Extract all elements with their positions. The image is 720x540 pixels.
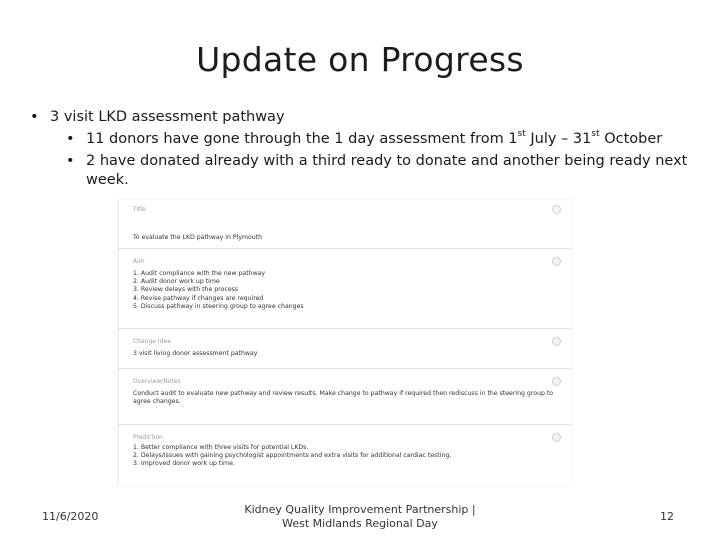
bullet-dot: • bbox=[66, 153, 75, 169]
sub-bullet-text: 11 donors have gone through the 1 day assessment from 1st July – 31st October bbox=[86, 129, 663, 147]
sub-bullet-item bbox=[30, 130, 700, 149]
edit-icon[interactable] bbox=[552, 377, 561, 386]
bullet-text: 3 visit LKD assessment pathway bbox=[50, 109, 285, 125]
form-section-prediction bbox=[119, 428, 571, 485]
footer-text: Kidney Quality Improvement Partnership | West Midlands Regional Day bbox=[244, 503, 476, 530]
title-value: To evaluate the LKD pathway in Plymouth bbox=[133, 234, 263, 241]
field-label: Change Idea bbox=[133, 338, 171, 345]
bullet-item bbox=[30, 108, 700, 127]
prediction-item: 3. Improved donor work up time. bbox=[133, 460, 235, 468]
aim-item: 4. Revise pathway if changes are required bbox=[133, 294, 264, 302]
edit-icon[interactable] bbox=[552, 257, 561, 266]
form-section-change-idea bbox=[119, 332, 571, 369]
aim-item: 1. Audit compliance with the new pathway bbox=[133, 270, 266, 277]
project-form-screenshot bbox=[118, 200, 571, 485]
prediction-item: 1. Better compliance with three visits for potential LKDs. bbox=[133, 444, 309, 451]
bullet-dot: • bbox=[30, 109, 39, 125]
prediction-item: 2. Delays/issues with gaining psychologist appointments and extra visits for additional cardiac testing. bbox=[133, 452, 452, 460]
aim-item: 2. Audit donor work up time bbox=[133, 278, 220, 286]
page-number: 12 bbox=[660, 510, 674, 523]
field-label: Title bbox=[133, 206, 146, 213]
sub-bullet-item bbox=[30, 152, 700, 190]
sub-bullet-text: 2 have donated already with a third ready to donate and another being ready next week. bbox=[86, 153, 688, 188]
field-label: Overview/Notes bbox=[133, 378, 181, 385]
prediction-list bbox=[133, 444, 451, 469]
change-value: 3 visit living donor assessment pathway bbox=[133, 350, 258, 357]
edit-icon[interactable] bbox=[552, 205, 561, 214]
form-section-notes bbox=[119, 372, 571, 425]
aim-item: 3. Review delays with the process bbox=[133, 286, 239, 294]
aim-list bbox=[133, 270, 304, 311]
edit-icon[interactable] bbox=[552, 337, 561, 346]
form-section-aim bbox=[119, 252, 571, 329]
aim-item: 5. Discuss pathway in steering group to agree changes bbox=[133, 302, 304, 310]
bullet-dot: • bbox=[66, 131, 75, 147]
form-section-title bbox=[119, 200, 571, 249]
slide-title: Update on Progress bbox=[196, 40, 524, 79]
edit-icon[interactable] bbox=[552, 433, 561, 442]
notes-text: Conduct audit to evaluate new pathway and review results. Make change to pathway if required then rediscuss in the steering group to agree changes. bbox=[133, 390, 554, 406]
field-label: Aim bbox=[133, 258, 145, 265]
field-label: Prediction bbox=[133, 434, 163, 441]
bullet-list bbox=[30, 108, 700, 190]
footer-date: 11/6/2020 bbox=[42, 510, 99, 523]
